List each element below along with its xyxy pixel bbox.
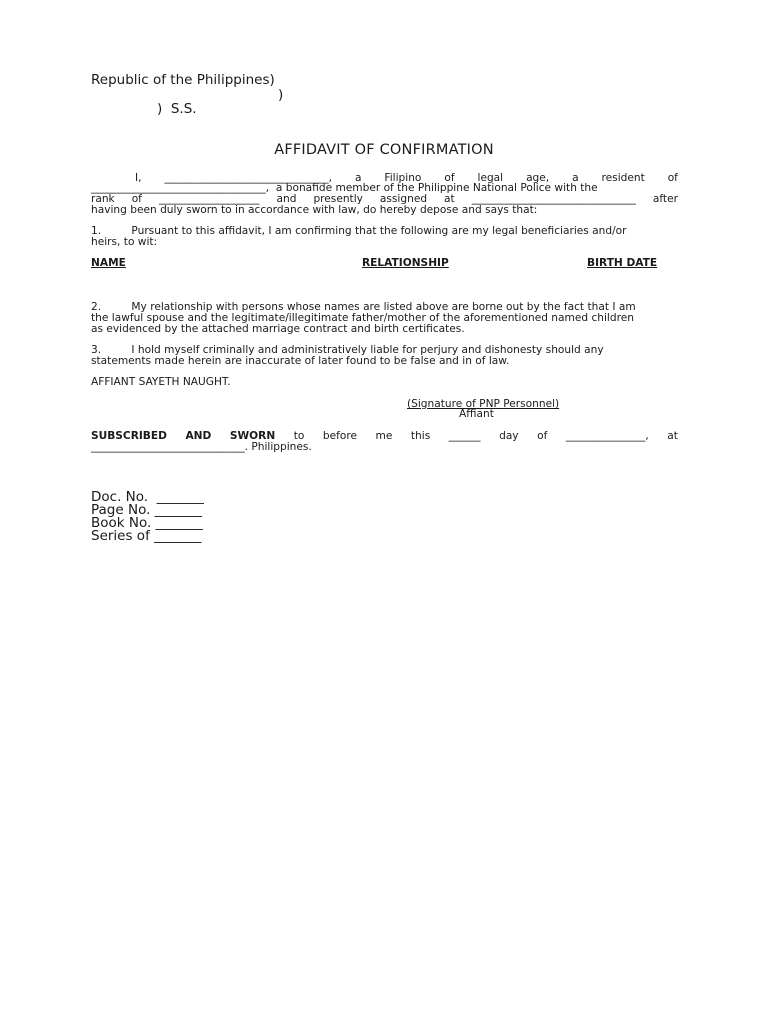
country-line: Republic of the Philippines) bbox=[91, 72, 275, 88]
jurat-word: day bbox=[499, 430, 519, 442]
intro-line1-word: I, bbox=[135, 172, 142, 184]
para3-line-1: 3. I hold myself criminally and administratively liable for perjury and dishonesty should any bbox=[91, 344, 604, 356]
intro-line1-word: of bbox=[667, 172, 678, 184]
jurat-word: _______________, bbox=[565, 430, 649, 442]
page-no: Page No. _______ bbox=[91, 502, 202, 518]
jurat-word: to bbox=[293, 430, 305, 442]
intro-line3-word: after bbox=[652, 193, 678, 205]
intro-line1-word: age, bbox=[526, 172, 550, 184]
intro-line-4: having been duly sworn to in accordance with law, do hereby depose and says that: bbox=[91, 204, 538, 216]
venue-paren: ) bbox=[278, 87, 284, 103]
intro-line3-word: presently bbox=[313, 193, 363, 205]
intro-line3-word: at bbox=[444, 193, 455, 205]
para2-line-2: the lawful spouse and the legitimate/illegitimate father/mother of the aforementioned named children bbox=[91, 312, 634, 324]
book-no: Book No. _______ bbox=[91, 515, 203, 531]
para1-line-1: 1. Pursuant to this affidavit, I am confirming that the following are my legal beneficiaries and/or bbox=[91, 225, 627, 237]
signature-label: (Signature of PNP Personnel) bbox=[407, 398, 560, 410]
intro-line3-word: ___________________ bbox=[158, 193, 260, 205]
intro-line3-word: of bbox=[131, 193, 142, 205]
intro-line1-word: a bbox=[354, 172, 362, 184]
intro-line3-word: assigned bbox=[379, 193, 428, 205]
para2-line-3: as evidenced by the attached marriage contract and birth certificates. bbox=[91, 323, 465, 335]
intro-line1-word: of bbox=[444, 172, 455, 184]
ss-line: ) S.S. bbox=[157, 101, 197, 117]
intro-line1-word: legal bbox=[477, 172, 504, 184]
para3-line-2: statements made herein are inaccurate of later found to be false and in of law. bbox=[91, 355, 510, 367]
header-birth-date: BIRTH DATE bbox=[587, 257, 658, 269]
doc-no: Doc. No. _______ bbox=[91, 489, 204, 505]
closing-statement: AFFIANT SAYETH NAUGHT. bbox=[91, 376, 231, 388]
affiant-label: Affiant bbox=[459, 408, 494, 420]
jurat-bold-word: AND bbox=[185, 430, 212, 442]
jurat-word: ______ bbox=[448, 430, 481, 442]
jurat-word: before bbox=[322, 430, 357, 442]
intro-line1-word: _______________________________, bbox=[164, 172, 333, 184]
intro-line-2: _________________________________, a bonafide member of the Philippine National Police with the bbox=[91, 182, 598, 194]
jurat-bold-word: SUBSCRIBED bbox=[91, 430, 167, 442]
intro-line3-word: and bbox=[276, 193, 297, 205]
jurat-word: me bbox=[375, 430, 393, 442]
intro-line1-word: a bbox=[572, 172, 579, 184]
intro-line1-word: resident bbox=[601, 172, 645, 184]
intro-line3-word: _______________________________ bbox=[471, 193, 636, 205]
jurat-line-2: _____________________________. Philippines. bbox=[91, 441, 312, 453]
para1-line-2: heirs, to wit: bbox=[91, 236, 158, 248]
jurat-bold-word: SWORN bbox=[229, 430, 276, 442]
header-name: NAME bbox=[91, 257, 126, 269]
jurat-word: this bbox=[410, 430, 431, 442]
series-of: Series of _______ bbox=[91, 528, 202, 544]
jurat-word: at bbox=[667, 430, 678, 442]
header-relationship: RELATIONSHIP bbox=[362, 257, 449, 269]
intro-line3-word: rank bbox=[91, 193, 115, 205]
intro-line1-word: Filipino bbox=[384, 172, 422, 184]
para2-line-1: 2. My relationship with persons whose names are listed above are borne out by the fact that I am bbox=[91, 301, 636, 313]
document-title: AFFIDAVIT OF CONFIRMATION bbox=[274, 142, 494, 158]
jurat-word: of bbox=[537, 430, 548, 442]
